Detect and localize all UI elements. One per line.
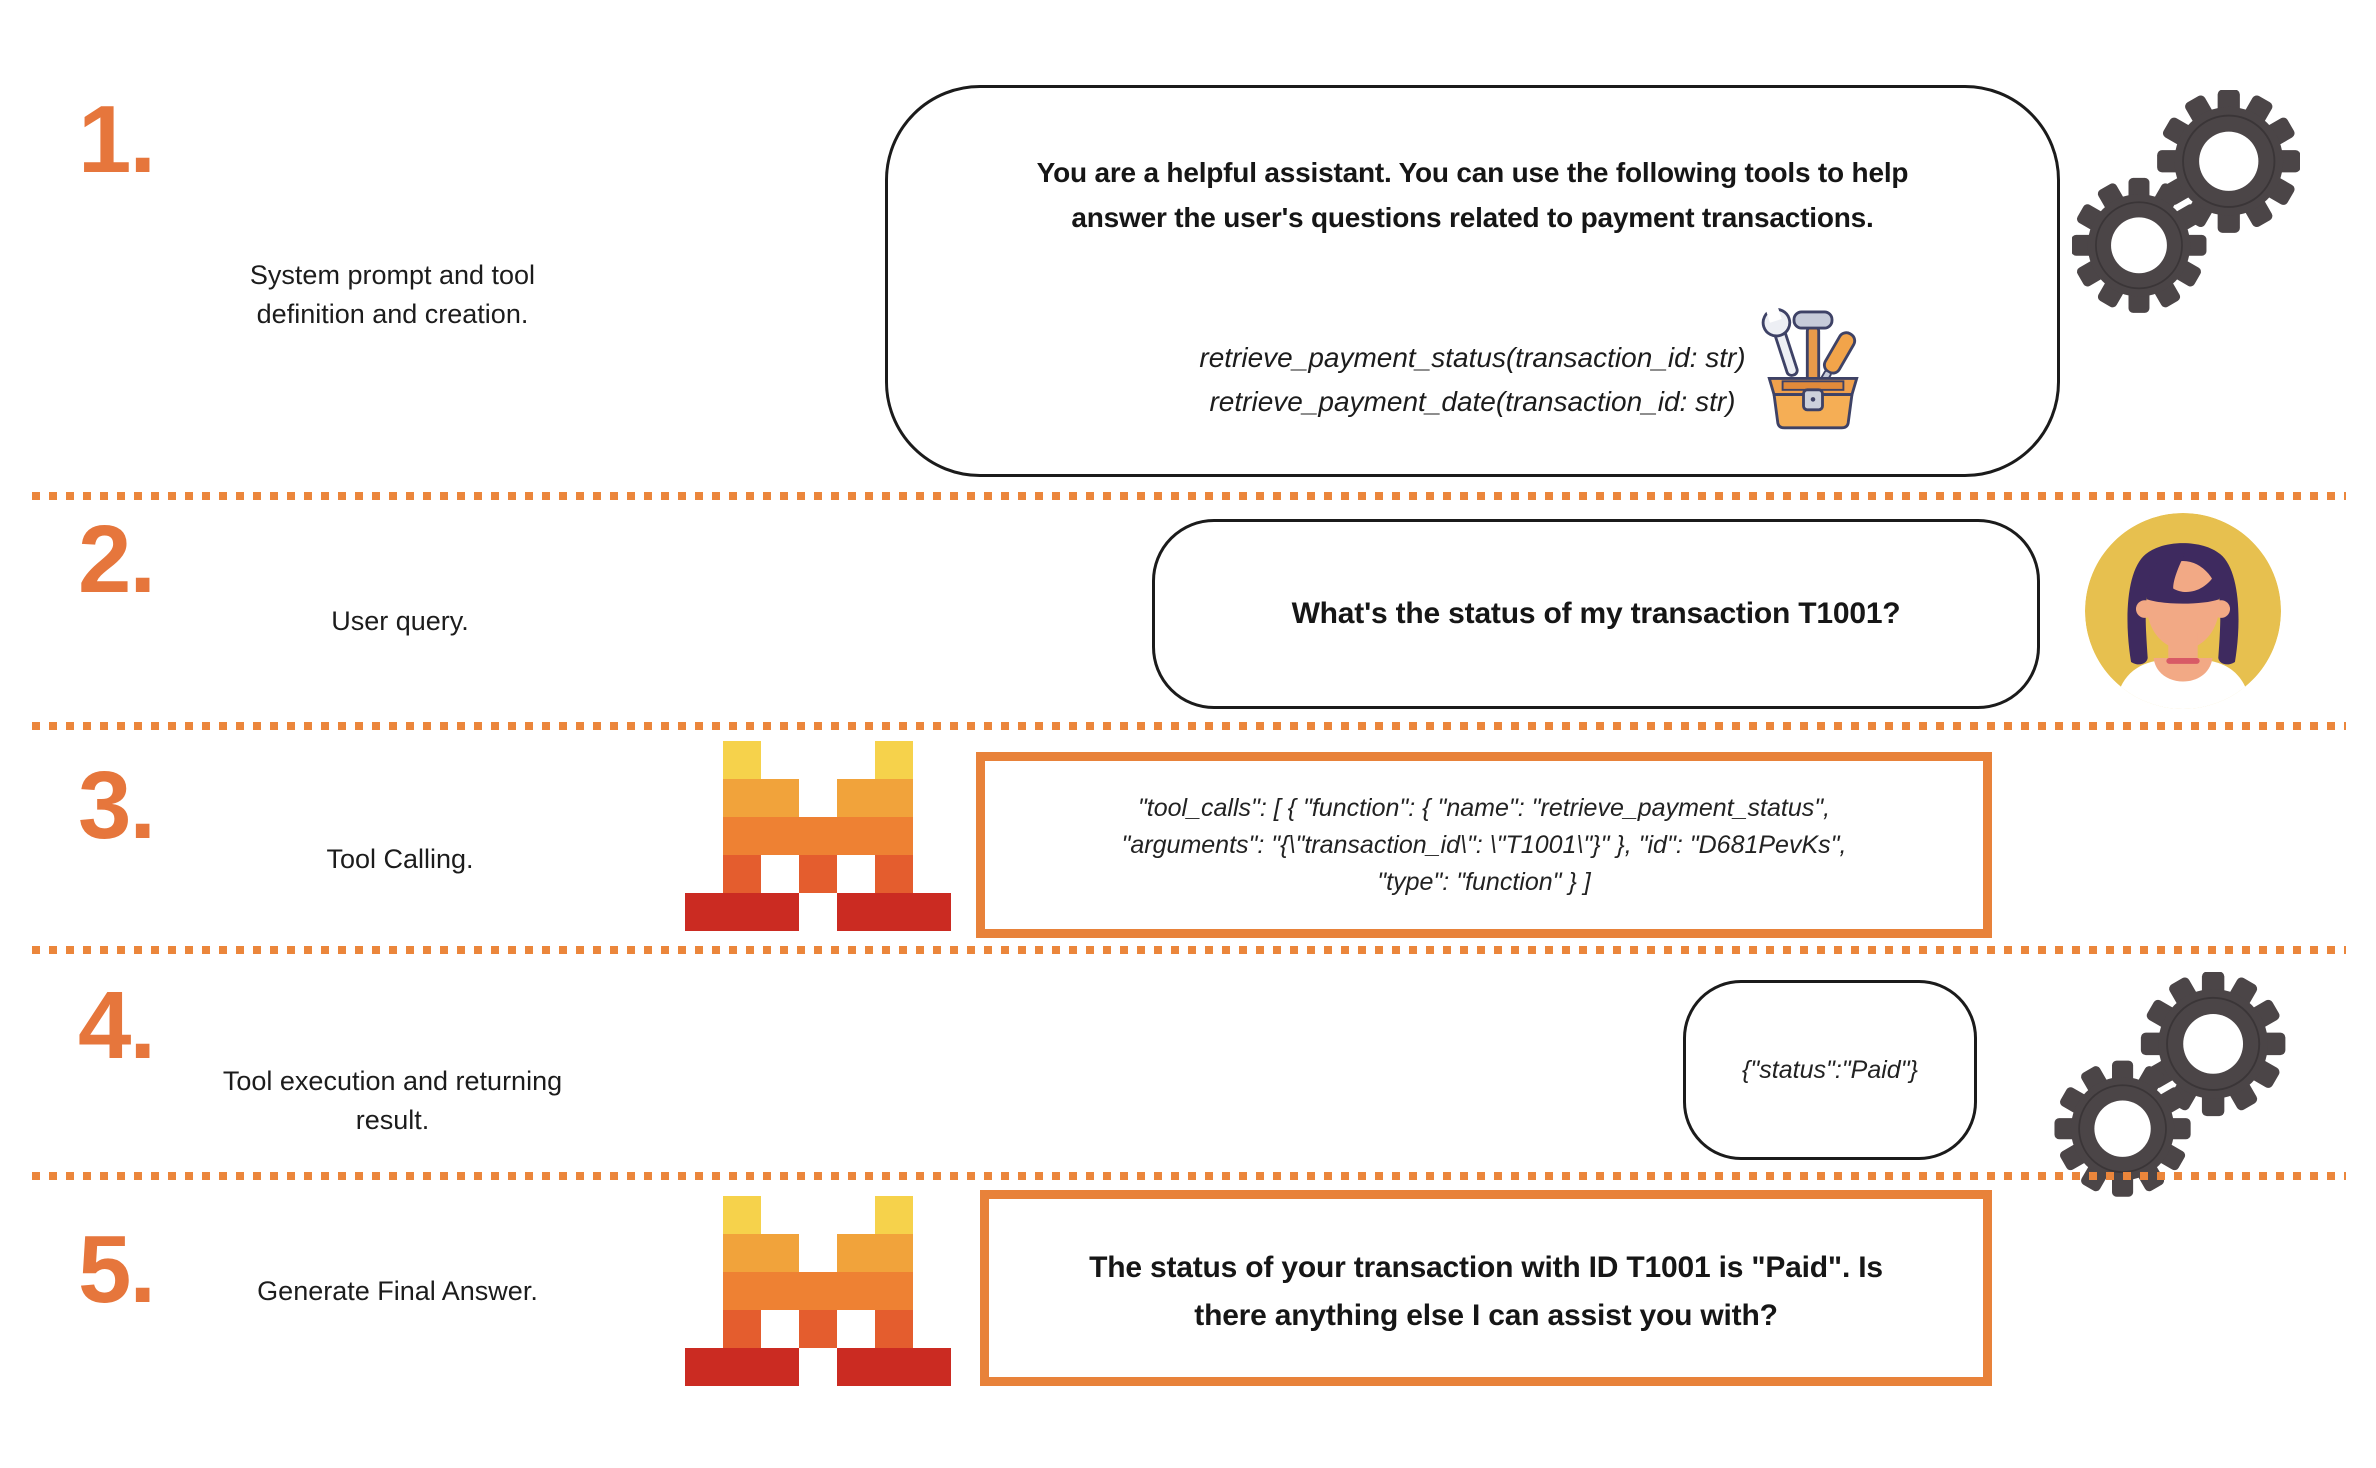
tool-call-box	[976, 752, 1992, 938]
logo-cell	[723, 855, 761, 893]
final-answer-box	[980, 1190, 1992, 1386]
logo-cell	[913, 779, 951, 817]
logo-cell	[837, 1348, 875, 1386]
logo-cell	[761, 779, 799, 817]
logo-cell	[685, 1272, 723, 1310]
step-2-number: 2.	[78, 506, 155, 613]
logo-cell	[723, 817, 761, 855]
system-prompt-line: You are a helpful assistant. You can use the following tools to help	[1036, 157, 1909, 188]
mistral-logo-icon	[685, 1196, 951, 1386]
user-query-text: What's the status of my transaction T1001?	[1291, 597, 1901, 630]
logo-cell	[723, 741, 761, 779]
logo-cell	[723, 779, 761, 817]
final-answer-line: there anything else I can assist you with?	[1194, 1299, 1778, 1332]
logo-cell	[761, 1272, 799, 1310]
tool-result-bubble	[1683, 980, 1977, 1160]
toolbox-icon	[1756, 306, 1870, 430]
logo-cell	[913, 817, 951, 855]
step-3-label: Tool Calling.	[326, 844, 474, 874]
logo-cell	[799, 741, 837, 779]
logo-cell	[685, 817, 723, 855]
logo-cell	[723, 1234, 761, 1272]
tool-call-json-line: "tool_calls": [ { "function": { "name": "retrieve_payment_status",	[1137, 793, 1831, 822]
logo-cell	[723, 1272, 761, 1310]
step-3-number: 3.	[78, 752, 155, 859]
logo-cell	[799, 1272, 837, 1310]
system-prompt-text-block	[888, 88, 2057, 424]
dotted-separator	[32, 1172, 2346, 1180]
logo-cell	[685, 1234, 723, 1272]
logo-cell	[685, 893, 723, 931]
logo-cell	[685, 1196, 723, 1234]
dotted-separator	[32, 492, 2346, 500]
logo-cell	[761, 817, 799, 855]
step-4-number: 4.	[78, 972, 155, 1079]
logo-cell	[837, 779, 875, 817]
logo-cell	[875, 893, 913, 931]
logo-cell	[913, 1196, 951, 1234]
logo-cell	[837, 1272, 875, 1310]
logo-cell	[875, 1234, 913, 1272]
logo-cell	[761, 741, 799, 779]
logo-cell	[723, 893, 761, 931]
logo-cell	[685, 779, 723, 817]
logo-cell	[799, 1348, 837, 1386]
final-answer-line: The status of your transaction with ID T1001 is "Paid". Is	[1089, 1251, 1883, 1284]
logo-cell	[723, 1196, 761, 1234]
logo-cell	[761, 1348, 799, 1386]
system-prompt-bubble	[885, 85, 2060, 477]
dotted-separator	[32, 722, 2346, 730]
user-avatar	[2085, 513, 2281, 709]
step-5-number: 5.	[78, 1216, 155, 1323]
logo-cell	[875, 1348, 913, 1386]
tool-signature-line: retrieve_payment_date(transaction_id: str)	[1209, 386, 1736, 417]
logo-cell	[913, 741, 951, 779]
logo-cell	[837, 1196, 875, 1234]
logo-cell	[761, 855, 799, 893]
logo-cell	[875, 1310, 913, 1348]
logo-cell	[837, 1310, 875, 1348]
dotted-separator	[32, 946, 2346, 954]
logo-cell	[913, 1234, 951, 1272]
step-2-label: User query.	[331, 606, 469, 636]
step-4-label: Tool execution and returning result.	[222, 1066, 563, 1136]
gears-icon	[2072, 90, 2300, 318]
logo-cell	[761, 893, 799, 931]
logo-cell	[685, 741, 723, 779]
logo-cell	[875, 741, 913, 779]
logo-cell	[799, 1310, 837, 1348]
logo-cell	[837, 817, 875, 855]
logo-cell	[799, 817, 837, 855]
tool-result-text: {"status":"Paid"}	[1742, 1055, 1918, 1084]
logo-cell	[875, 817, 913, 855]
logo-cell	[913, 1310, 951, 1348]
logo-cell	[799, 1196, 837, 1234]
logo-cell	[685, 1348, 723, 1386]
logo-cell	[837, 893, 875, 931]
logo-cell	[913, 893, 951, 931]
logo-cell	[685, 855, 723, 893]
tool-call-json-line: "type": "function" } ]	[1377, 867, 1591, 896]
logo-cell	[875, 855, 913, 893]
logo-cell	[761, 1234, 799, 1272]
user-query-bubble	[1152, 519, 2040, 709]
logo-cell	[875, 1272, 913, 1310]
logo-cell	[723, 1348, 761, 1386]
step-5-label: Generate Final Answer.	[257, 1276, 538, 1306]
mistral-logo-icon	[685, 741, 951, 931]
tool-call-json-line: "arguments": "{\"transaction_id\": \"T1001\"}" }, "id": "D681PevKs",	[1121, 830, 1847, 859]
logo-cell	[913, 855, 951, 893]
system-prompt-line: answer the user's questions related to payment transactions.	[1071, 202, 1874, 233]
logo-cell	[837, 1234, 875, 1272]
logo-cell	[799, 1234, 837, 1272]
logo-cell	[875, 779, 913, 817]
logo-cell	[799, 779, 837, 817]
logo-cell	[837, 855, 875, 893]
logo-cell	[723, 1310, 761, 1348]
logo-cell	[913, 1348, 951, 1386]
logo-cell	[685, 1310, 723, 1348]
logo-cell	[875, 1196, 913, 1234]
logo-cell	[913, 1272, 951, 1310]
logo-cell	[761, 1196, 799, 1234]
step-1-number: 1.	[78, 86, 155, 193]
tool-signature-line: retrieve_payment_status(transaction_id: str)	[1199, 342, 1746, 373]
step-1-label: System prompt and tool definition and creation.	[249, 260, 536, 330]
logo-cell	[837, 741, 875, 779]
gears-icon	[2050, 972, 2290, 1202]
logo-cell	[799, 893, 837, 931]
logo-cell	[799, 855, 837, 893]
logo-cell	[761, 1310, 799, 1348]
